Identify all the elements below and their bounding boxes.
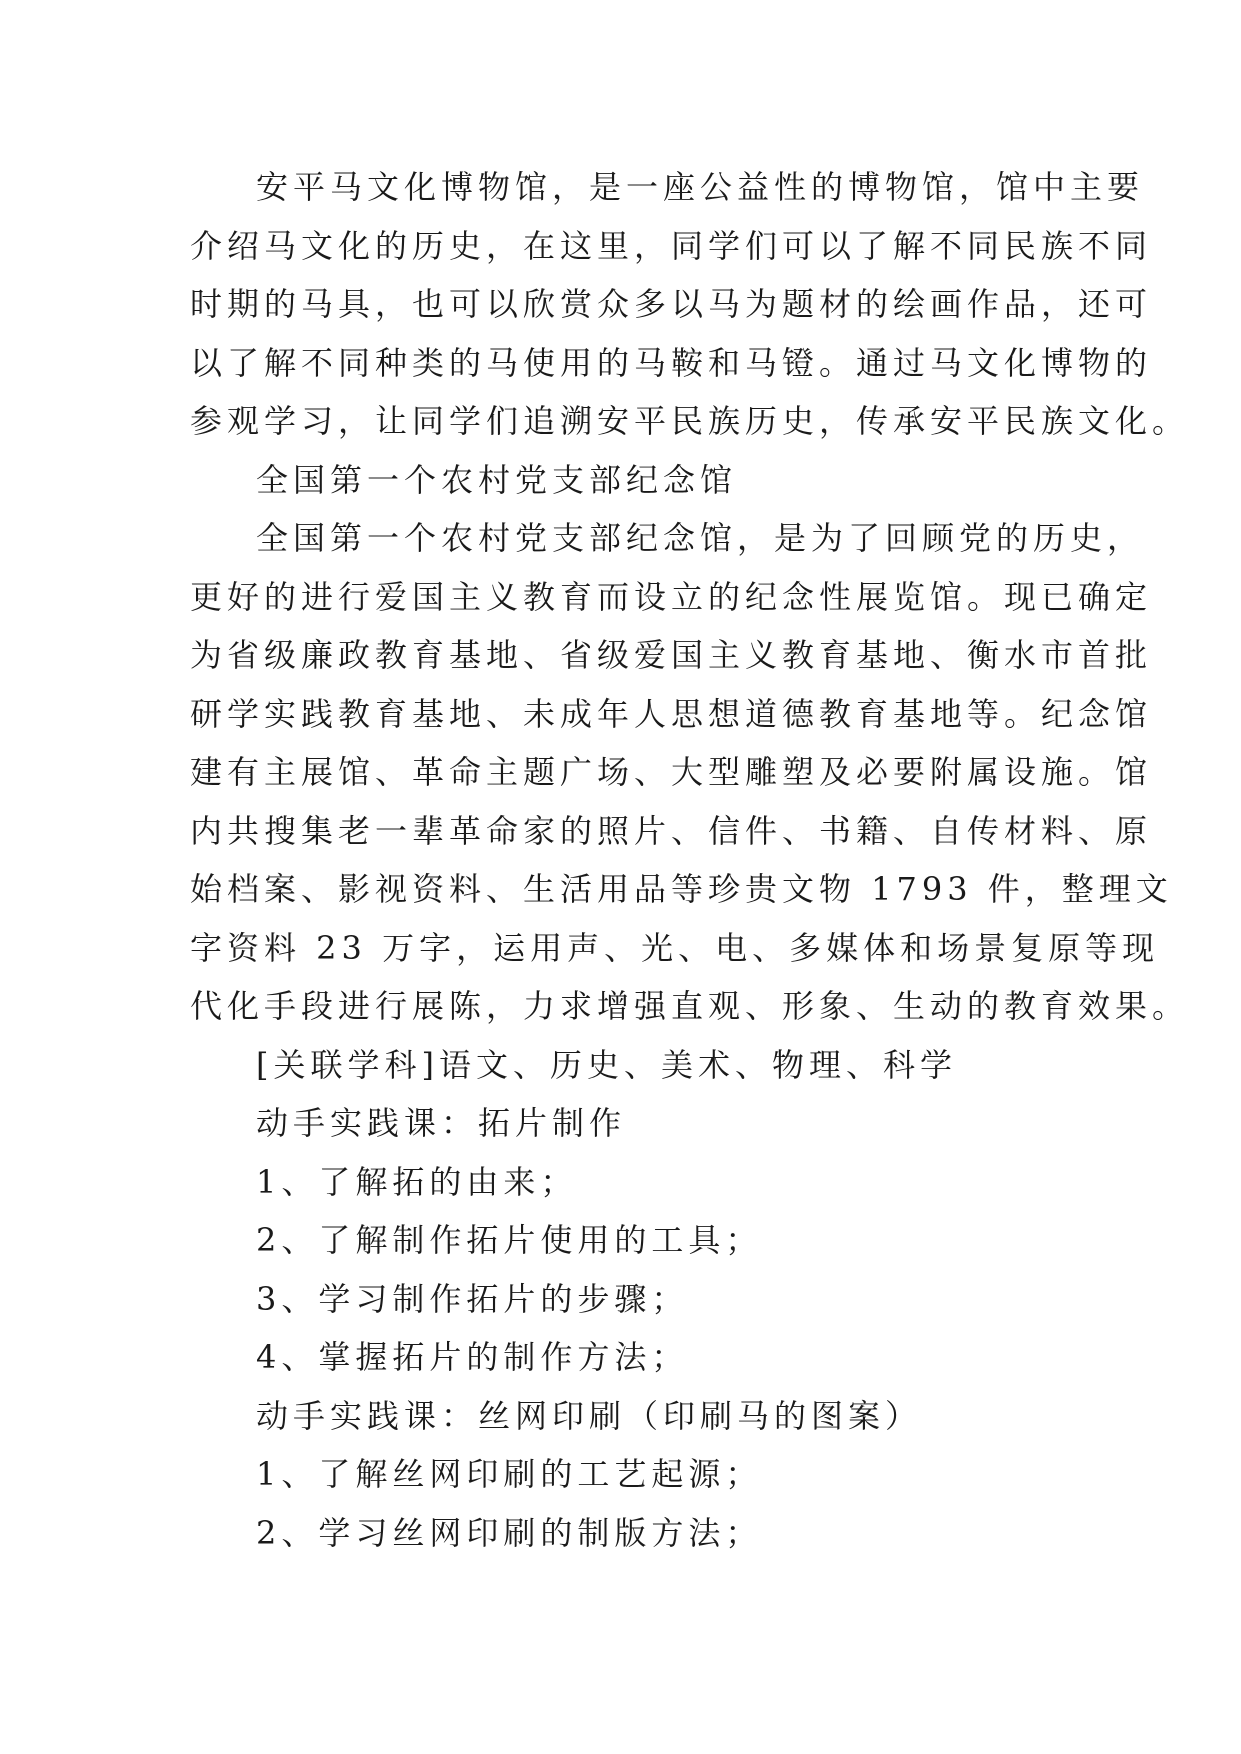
list-item: 1、了解丝网印刷的工艺起源； <box>256 1455 763 1493</box>
text-line: 研学实践教育基地、未成年人思想道德教育基地等。纪念馆 <box>190 694 1153 733</box>
list-item: 1、了解拓的由来； <box>256 1162 578 1201</box>
text-line: 更好的进行爱国主义教育而设立的纪念性展览馆。现已确定 <box>190 577 1153 616</box>
text-line: 字资料 23 万字，运用声、光、电、多媒体和场景复原等现 <box>190 928 1160 967</box>
text-line: 内共搜集老一辈革命家的照片、信件、书籍、自传材料、原 <box>190 811 1153 850</box>
text-line: 介绍马文化的历史，在这里，同学们可以了解不同民族不同 <box>190 226 1153 265</box>
list-item: 2、了解制作拓片使用的工具； <box>256 1221 763 1259</box>
text-line: 以了解不同种类的马使用的马鞍和马镫。通过马文化博物的 <box>190 343 1153 382</box>
text-line: 全国第一个农村党支部纪念馆，是为了回顾党的历史， <box>256 519 1145 557</box>
list-item: 3、学习制作拓片的步骤； <box>256 1279 689 1318</box>
section-heading: 动手实践课：拓片制作 <box>256 1104 627 1142</box>
section-heading: 全国第一个农村党支部纪念馆 <box>256 460 738 499</box>
text-line: 时期的马具，也可以欣赏众多以马为题材的绘画作品，还可 <box>190 285 1153 323</box>
text-line: 代化手段进行展陈，力求增强直观、形象、生动的教育效果。 <box>190 987 1190 1025</box>
document-body <box>190 158 1190 1562</box>
related-subjects: [关联学科]语文、历史、美术、物理、科学 <box>256 1045 957 1084</box>
text-line: 为省级廉政教育基地、省级爱国主义教育基地、衡水市首批 <box>190 636 1153 674</box>
text-line: 参观学习，让同学们追溯安平民族历史，传承安平民族文化。 <box>190 402 1190 440</box>
text-line: 安平马文化博物馆，是一座公益性的博物馆，馆中主要 <box>256 168 1145 206</box>
section-heading: 动手实践课：丝网印刷（印刷马的图案） <box>256 1396 923 1435</box>
text-line: 建有主展馆、革命主题广场、大型雕塑及必要附属设施。馆 <box>190 753 1153 791</box>
list-item: 4、掌握拓片的制作方法； <box>256 1338 689 1376</box>
text-line: 始档案、影视资料、生活用品等珍贵文物 1793 件，整理文 <box>190 870 1173 908</box>
list-item: 2、学习丝网印刷的制版方法； <box>256 1513 763 1552</box>
